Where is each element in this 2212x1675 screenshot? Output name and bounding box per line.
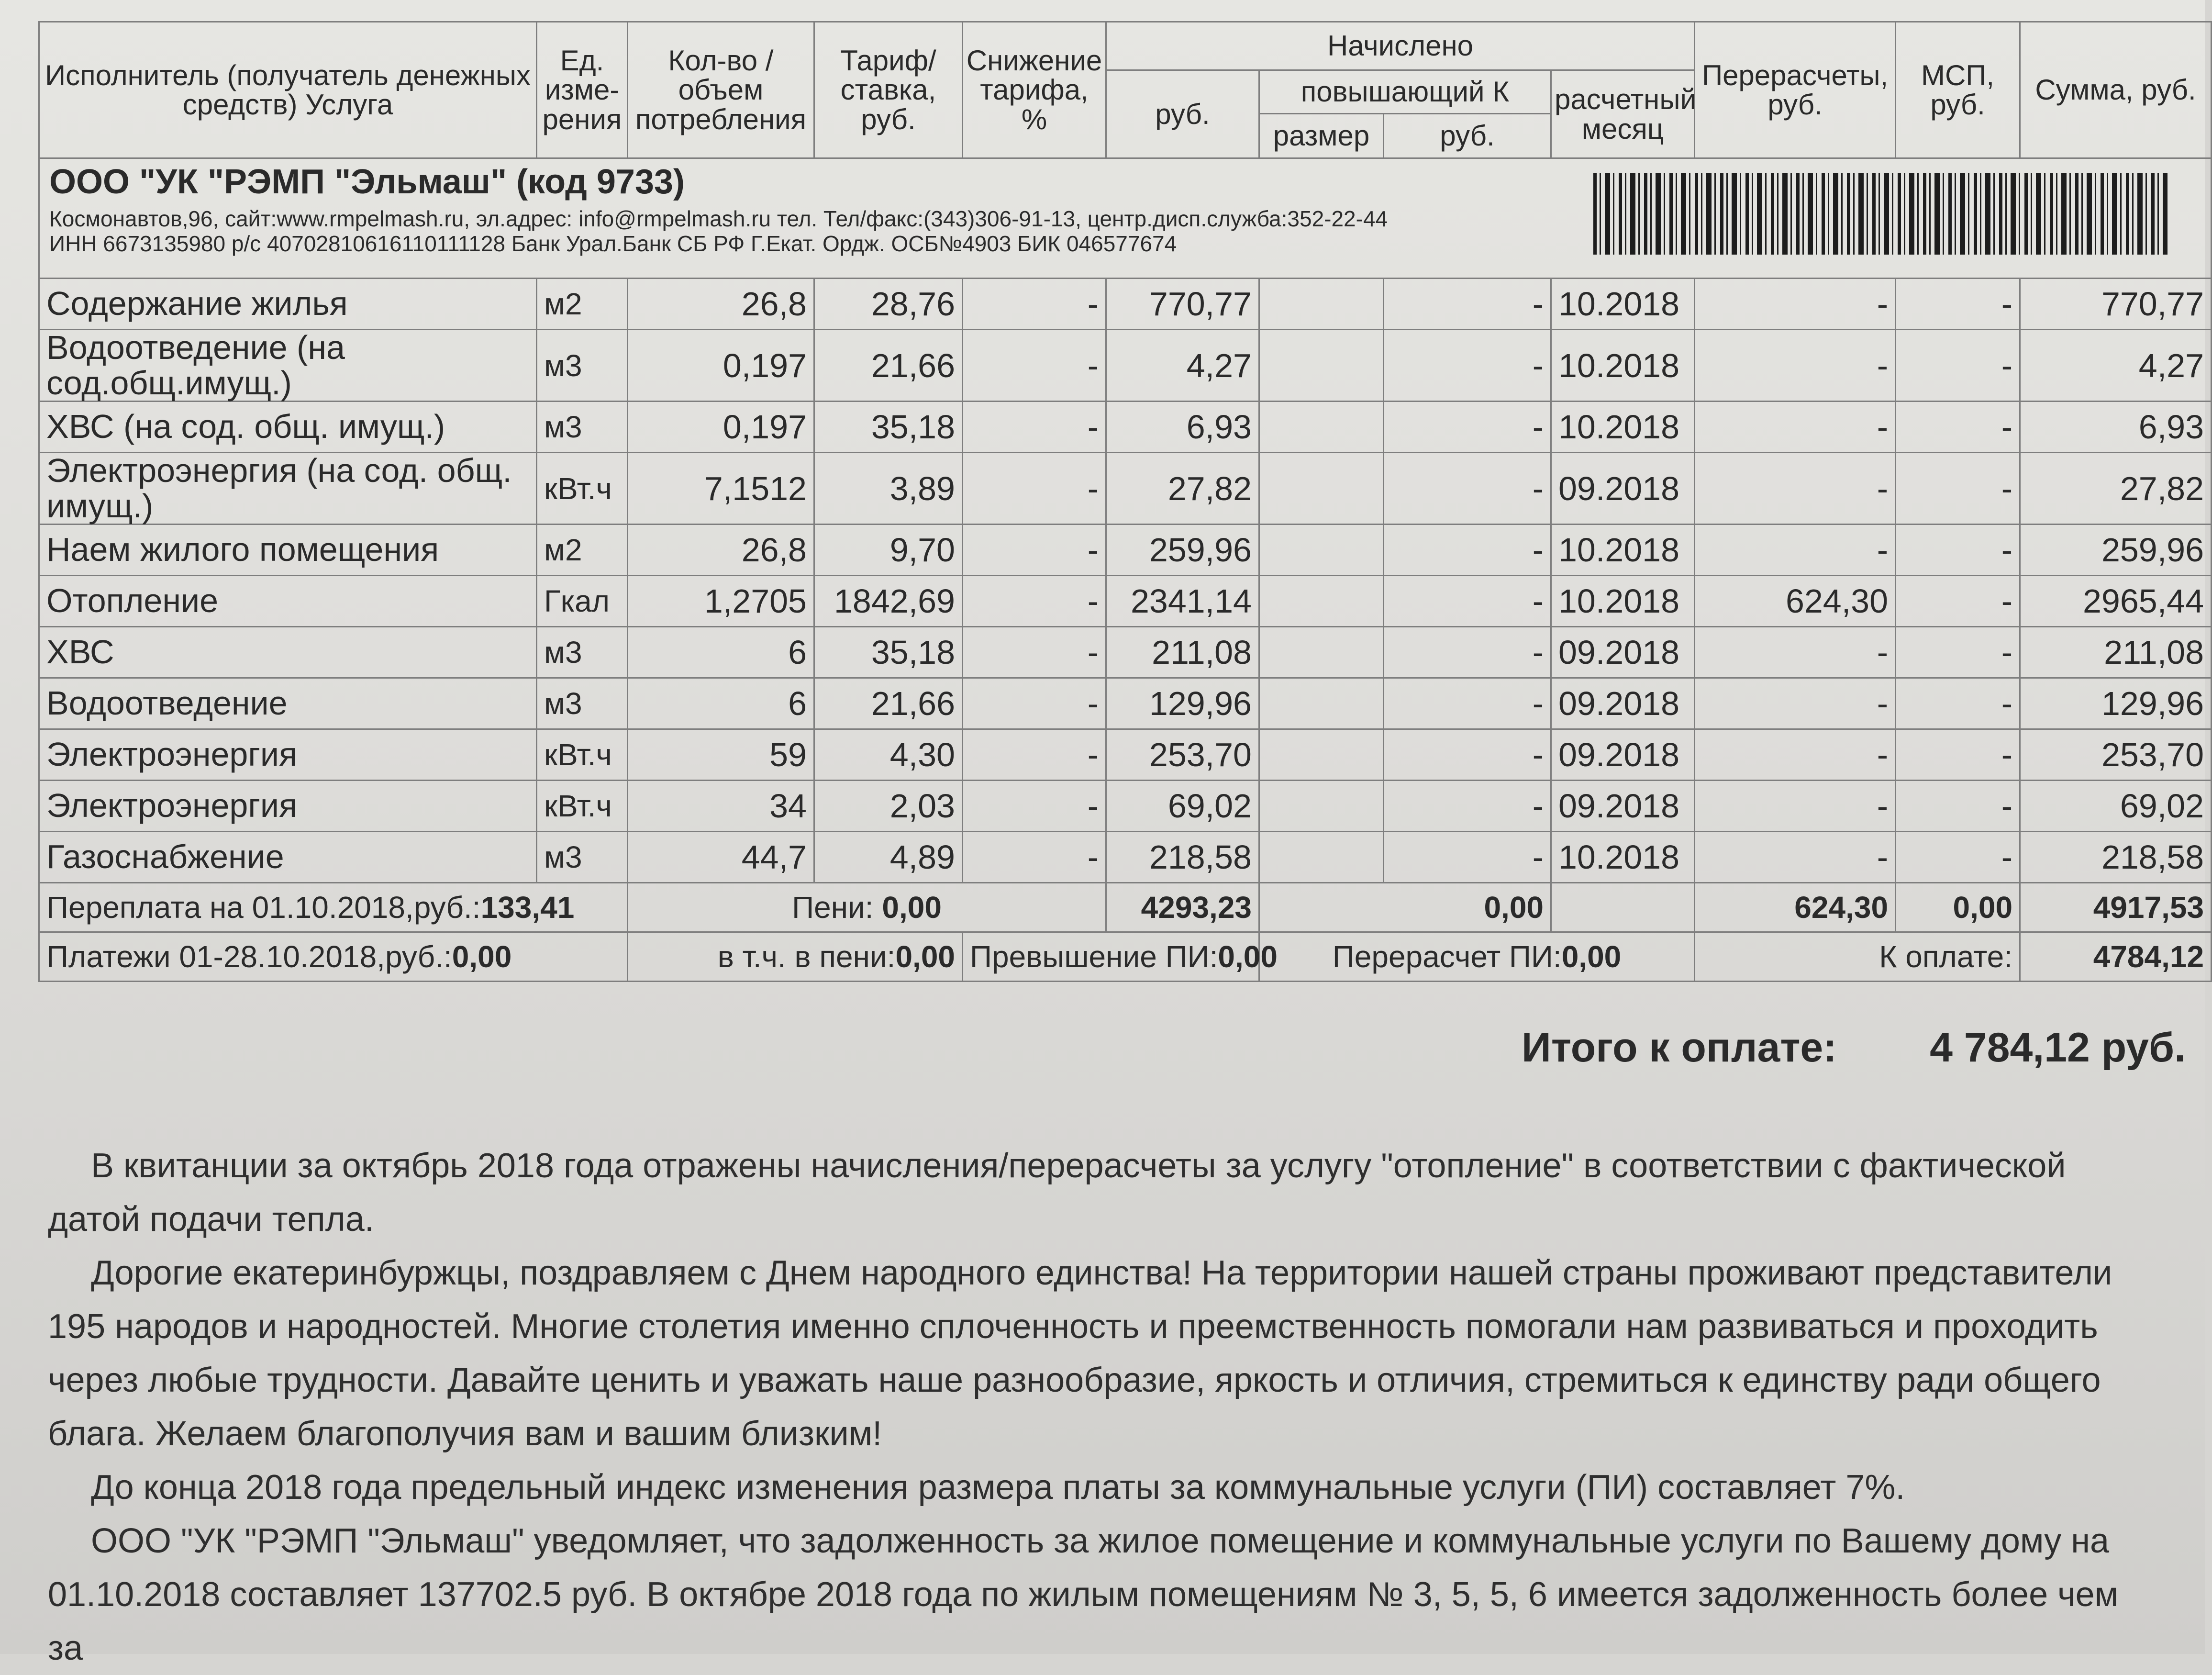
header-k-rub: руб. xyxy=(1384,114,1551,158)
service-month: 10.2018 xyxy=(1551,279,1695,330)
table-row xyxy=(39,627,2212,678)
sum-total xyxy=(2020,883,2212,932)
service-tariff: 4,30 xyxy=(814,729,963,781)
service-k-rub: - xyxy=(1384,781,1551,832)
service-month: 10.2018 xyxy=(1551,525,1695,576)
header-tariff: Тариф/ ставка, руб. xyxy=(814,22,963,158)
payments-cell xyxy=(39,932,628,982)
to-pay-label: К оплате: xyxy=(1879,939,2013,974)
overpay-value: 133,41 xyxy=(480,890,575,925)
service-tariff: 3,89 xyxy=(814,453,963,525)
service-k-rub: - xyxy=(1384,402,1551,453)
organization-address: Космонавтов,96, сайт:www.rmpelmash.ru, эл.адрес: info@rmpelmash.ru тел. Тел/факс:(343)306-91-13, центр.дисп.служба:352-22-44 xyxy=(49,206,1388,231)
organization-name: ООО "УК "РЭМП "Эльмаш" (код 9733) xyxy=(49,163,685,201)
service-tariff: 9,70 xyxy=(814,525,963,576)
charged-total xyxy=(1106,883,1259,932)
service-msp: - xyxy=(1896,453,2020,525)
service-charged: 218,58 xyxy=(1106,832,1259,883)
service-month: 10.2018 xyxy=(1551,832,1695,883)
header-charged-rub: руб. xyxy=(1106,70,1259,158)
service-msp: - xyxy=(1896,402,2020,453)
service-charged: 259,96 xyxy=(1106,525,1259,576)
service-month: 09.2018 xyxy=(1551,781,1695,832)
service-recalc: - xyxy=(1695,832,1896,883)
table-row xyxy=(39,678,2212,729)
header-msp: МСП, руб. xyxy=(1896,22,2020,158)
table-row xyxy=(39,781,2212,832)
header-unit: Ед. изме-рения xyxy=(537,22,628,158)
table-row xyxy=(39,729,2212,781)
service-recalc: - xyxy=(1695,525,1896,576)
service-unit: м3 xyxy=(537,832,628,883)
service-tariff: 1842,69 xyxy=(814,576,963,627)
incl-penalty-cell xyxy=(628,932,963,982)
service-unit: м2 xyxy=(537,279,628,330)
service-tariff: 35,18 xyxy=(814,627,963,678)
service-name: Отопление xyxy=(39,576,537,627)
service-unit: Гкал xyxy=(537,576,628,627)
service-k-rub: - xyxy=(1384,832,1551,883)
table-row xyxy=(39,402,2212,453)
recalc-total-value: 624,30 xyxy=(1794,890,1889,925)
table-row xyxy=(39,453,2212,525)
service-tariff: 4,89 xyxy=(814,832,963,883)
service-k-size xyxy=(1259,832,1384,883)
service-recalc: - xyxy=(1695,781,1896,832)
organization-bank: ИНН 6673135980 р/с 40702810616110111128 Банк Урал.Банк СБ РФ Г.Екат. Ордж. ОСБ№4903 БИК 046577674 xyxy=(49,231,1177,256)
services-body xyxy=(39,279,2212,883)
header-recalc: Перерасчеты, руб. xyxy=(1695,22,1896,158)
service-msp: - xyxy=(1896,279,2020,330)
header-sum: Сумма, руб. xyxy=(2020,22,2212,158)
penalty-label: Пени: xyxy=(792,890,874,925)
penalty-cell xyxy=(628,883,1106,932)
service-unit: м3 xyxy=(537,330,628,402)
service-recalc: - xyxy=(1695,402,1896,453)
penalty-value: 0,00 xyxy=(882,890,942,925)
table-row xyxy=(39,525,2212,576)
service-sum: 211,08 xyxy=(2020,627,2212,678)
service-k-rub: - xyxy=(1384,453,1551,525)
service-name: Водоотведение xyxy=(39,678,537,729)
service-reduction: - xyxy=(963,402,1106,453)
totals-row-1 xyxy=(39,883,2212,932)
service-k-size xyxy=(1259,576,1384,627)
payments-value: 0,00 xyxy=(452,939,512,974)
notice-paragraph: В квитанции за октябрь 2018 года отражены начисления/перерасчеты за услугу "отопление" в соответствии с фактической датой подачи тепла. xyxy=(48,1147,2066,1239)
service-reduction: - xyxy=(963,832,1106,883)
service-unit: кВт.ч xyxy=(537,729,628,781)
service-reduction: - xyxy=(963,453,1106,525)
recalc-total xyxy=(1695,883,1896,932)
service-charged: 27,82 xyxy=(1106,453,1259,525)
service-quantity: 0,197 xyxy=(628,330,814,402)
k-total xyxy=(1259,883,1551,932)
service-month: 10.2018 xyxy=(1551,330,1695,402)
service-sum: 6,93 xyxy=(2020,402,2212,453)
header-row-1 xyxy=(39,22,2212,70)
service-charged: 4,27 xyxy=(1106,330,1259,402)
overpay-cell xyxy=(39,883,628,932)
service-name: Наем жилого помещения xyxy=(39,525,537,576)
service-k-size xyxy=(1259,279,1384,330)
header-calc-month: расчетный месяц xyxy=(1551,70,1695,158)
month-total-empty xyxy=(1551,883,1695,932)
service-sum: 27,82 xyxy=(2020,453,2212,525)
service-reduction: - xyxy=(963,627,1106,678)
table-row xyxy=(39,330,2212,402)
service-name: ХВС xyxy=(39,627,537,678)
service-sum: 69,02 xyxy=(2020,781,2212,832)
service-reduction: - xyxy=(963,729,1106,781)
service-reduction: - xyxy=(963,330,1106,402)
grand-total-value: 4 784,12 руб. xyxy=(1930,1025,2186,1071)
billing-table xyxy=(38,21,2212,982)
to-pay-cell xyxy=(2020,932,2212,982)
pi-recalc-label: Перерасчет ПИ: xyxy=(1332,939,1562,974)
service-quantity: 59 xyxy=(628,729,814,781)
service-name: Электроэнергия xyxy=(39,781,537,832)
service-name: Электроэнергия (на сод. общ. имущ.) xyxy=(39,453,537,525)
service-recalc: - xyxy=(1695,330,1896,402)
service-quantity: 44,7 xyxy=(628,832,814,883)
service-sum: 4,27 xyxy=(2020,330,2212,402)
service-k-size xyxy=(1259,627,1384,678)
service-k-rub: - xyxy=(1384,678,1551,729)
totals-row-2 xyxy=(39,932,2212,982)
notice-paragraph: До конца 2018 года предельный индекс изменения размера платы за коммунальные услуги (ПИ) составляет 7%. xyxy=(91,1468,1905,1507)
header-k-size: размер xyxy=(1259,114,1384,158)
charged-total-value: 4293,23 xyxy=(1141,890,1252,925)
service-quantity: 26,8 xyxy=(628,279,814,330)
pi-recalc-cell xyxy=(1259,932,1695,982)
header-executor: Исполнитель (получатель денежных средств) Услуга xyxy=(39,22,537,158)
pi-excess-label: Превышение ПИ: xyxy=(970,939,1218,974)
service-k-size xyxy=(1259,729,1384,781)
service-k-size xyxy=(1259,525,1384,576)
msp-total-value: 0,00 xyxy=(1953,890,2013,925)
service-quantity: 6 xyxy=(628,678,814,729)
service-msp: - xyxy=(1896,781,2020,832)
service-recalc: - xyxy=(1695,627,1896,678)
service-name: ХВС (на сод. общ. имущ.) xyxy=(39,402,537,453)
service-msp: - xyxy=(1896,678,2020,729)
service-charged: 211,08 xyxy=(1106,627,1259,678)
notice-paragraph: ООО "УК "РЭМП "Эльмаш" уведомляет, что задолженность за жилое помещение и коммунальные услуги по Вашему дому на 01.10.2018 составляет 137702.5 руб. В октябре 2018 года по жилым помещениям № 3, 5, 5, 6 имеется задолженность более чем за xyxy=(48,1522,2119,1667)
service-unit: м3 xyxy=(537,402,628,453)
service-charged: 129,96 xyxy=(1106,678,1259,729)
service-unit: кВт.ч xyxy=(537,781,628,832)
service-reduction: - xyxy=(963,525,1106,576)
header-charged: Начислено xyxy=(1106,22,1695,70)
service-k-rub: - xyxy=(1384,729,1551,781)
organization-cell xyxy=(39,158,2212,279)
service-k-rub: - xyxy=(1384,576,1551,627)
msp-total xyxy=(1896,883,2020,932)
service-sum: 253,70 xyxy=(2020,729,2212,781)
service-tariff: 35,18 xyxy=(814,402,963,453)
service-reduction: - xyxy=(963,279,1106,330)
service-tariff: 21,66 xyxy=(814,678,963,729)
service-month: 09.2018 xyxy=(1551,678,1695,729)
incl-penalty-label: в т.ч. в пени: xyxy=(717,939,896,974)
service-unit: м3 xyxy=(537,627,628,678)
service-name: Электроэнергия xyxy=(39,729,537,781)
service-name: Содержание жилья xyxy=(39,279,537,330)
header-quantity: Кол-во / объем потребления xyxy=(628,22,814,158)
barcode-image xyxy=(1593,173,2168,255)
service-quantity: 7,1512 xyxy=(628,453,814,525)
header-reduction: Снижение тарифа, % xyxy=(963,22,1106,158)
service-quantity: 6 xyxy=(628,627,814,678)
service-k-rub: - xyxy=(1384,279,1551,330)
service-k-rub: - xyxy=(1384,525,1551,576)
service-k-size xyxy=(1259,781,1384,832)
service-sum: 770,77 xyxy=(2020,279,2212,330)
service-k-rub: - xyxy=(1384,627,1551,678)
pi-recalc-value: 0,00 xyxy=(1561,939,1622,974)
service-recalc: - xyxy=(1695,279,1896,330)
service-tariff: 2,03 xyxy=(814,781,963,832)
service-k-size xyxy=(1259,453,1384,525)
service-charged: 2341,14 xyxy=(1106,576,1259,627)
incl-penalty-value: 0,00 xyxy=(895,939,955,974)
pi-excess-cell xyxy=(963,932,1278,982)
service-recalc: - xyxy=(1695,729,1896,781)
service-reduction: - xyxy=(963,576,1106,627)
grand-total-label: Итого к оплате: xyxy=(1522,1025,1837,1071)
payments-label: Платежи 01-28.10.2018,руб.: xyxy=(46,939,452,974)
to-pay-value: 4784,12 xyxy=(2093,939,2204,974)
service-quantity: 1,2705 xyxy=(628,576,814,627)
service-name: Водоотведение (на сод.общ.имущ.) xyxy=(39,330,537,402)
header-increasing-k: повышающий К xyxy=(1259,70,1551,114)
service-unit: м3 xyxy=(537,678,628,729)
service-msp: - xyxy=(1896,576,2020,627)
service-charged: 69,02 xyxy=(1106,781,1259,832)
service-quantity: 26,8 xyxy=(628,525,814,576)
service-msp: - xyxy=(1896,330,2020,402)
to-pay-label-cell xyxy=(1695,932,2020,982)
service-k-size xyxy=(1259,330,1384,402)
service-unit: м2 xyxy=(537,525,628,576)
organization-row xyxy=(39,158,2212,279)
k-total-value: 0,00 xyxy=(1484,890,1544,925)
service-recalc: - xyxy=(1695,453,1896,525)
service-name: Газоснабжение xyxy=(39,832,537,883)
service-k-rub: - xyxy=(1384,330,1551,402)
service-month: 09.2018 xyxy=(1551,729,1695,781)
pi-excess-value: 0,00 xyxy=(1218,939,1278,974)
service-sum: 2965,44 xyxy=(2020,576,2212,627)
service-reduction: - xyxy=(963,781,1106,832)
service-charged: 770,77 xyxy=(1106,279,1259,330)
service-msp: - xyxy=(1896,729,2020,781)
service-sum: 218,58 xyxy=(2020,832,2212,883)
service-month: 10.2018 xyxy=(1551,402,1695,453)
service-tariff: 28,76 xyxy=(814,279,963,330)
overpay-label: Переплата на 01.10.2018,руб.: xyxy=(46,890,481,925)
service-tariff: 21,66 xyxy=(814,330,963,402)
service-k-size xyxy=(1259,678,1384,729)
notice-text xyxy=(48,1139,2144,1675)
service-unit: кВт.ч xyxy=(537,453,628,525)
service-month: 10.2018 xyxy=(1551,576,1695,627)
service-recalc: - xyxy=(1695,678,1896,729)
service-charged: 6,93 xyxy=(1106,402,1259,453)
service-k-size xyxy=(1259,402,1384,453)
service-msp: - xyxy=(1896,832,2020,883)
service-month: 09.2018 xyxy=(1551,453,1695,525)
table-row xyxy=(39,576,2212,627)
notice-paragraph: Дорогие екатеринбуржцы, поздравляем с Днем народного единства! На территории нашей страны проживают представители 195 народов и народностей. Многие столетия именно сплоченность и преемственность помогали нам развиваться и проходить через любые трудности. Давайте ценить и уважать наше разнообразие, яркость и отличия, стремиться к единству ради общего блага. Желаем благополучия вам и вашим близким! xyxy=(48,1254,2112,1453)
service-month: 09.2018 xyxy=(1551,627,1695,678)
service-recalc: 624,30 xyxy=(1695,576,1896,627)
service-sum: 259,96 xyxy=(2020,525,2212,576)
service-sum: 129,96 xyxy=(2020,678,2212,729)
service-reduction: - xyxy=(963,678,1106,729)
sum-total-value: 4917,53 xyxy=(2093,890,2204,925)
service-charged: 253,70 xyxy=(1106,729,1259,781)
service-quantity: 34 xyxy=(628,781,814,832)
service-msp: - xyxy=(1896,525,2020,576)
service-quantity: 0,197 xyxy=(628,402,814,453)
table-row xyxy=(39,832,2212,883)
service-msp: - xyxy=(1896,627,2020,678)
table-row xyxy=(39,279,2212,330)
